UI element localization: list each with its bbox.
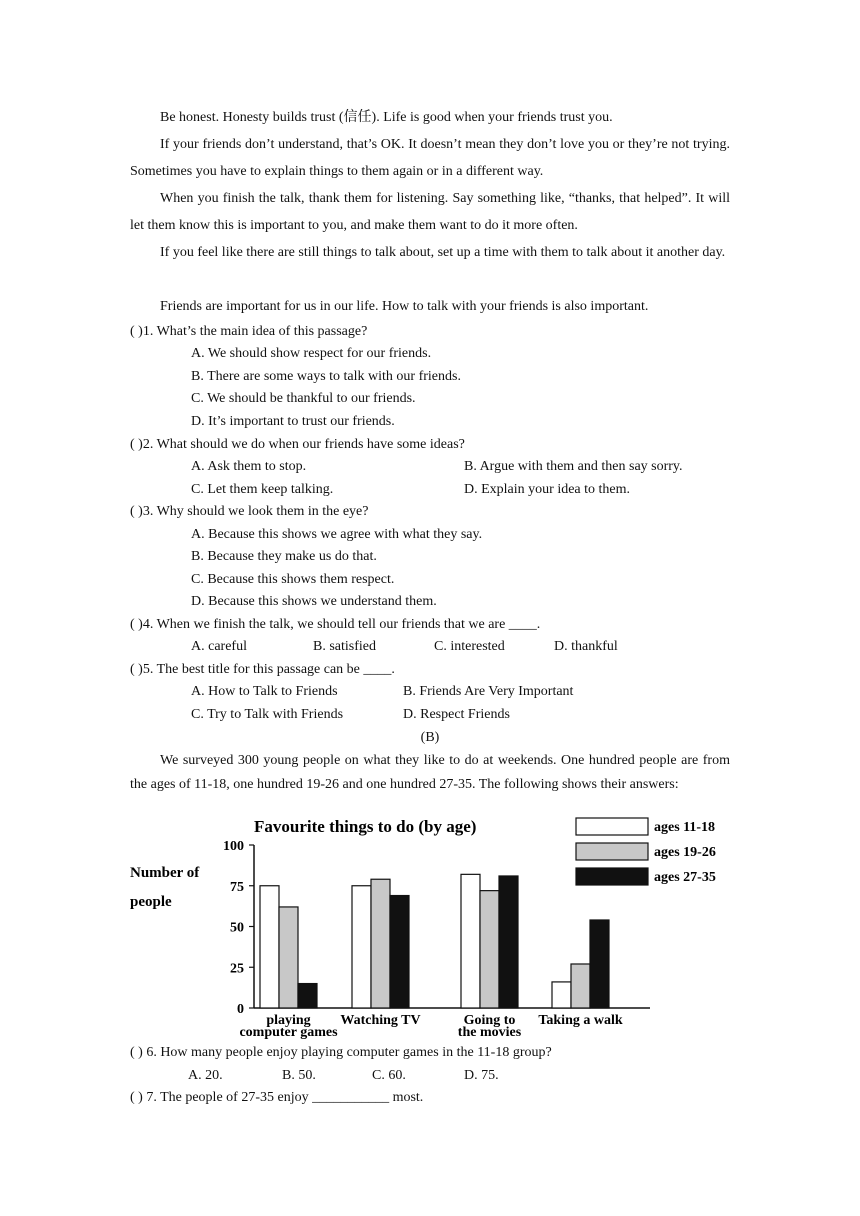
question-2-option-b[interactable]: B. Argue with them and then say sorry. (464, 459, 683, 474)
question-1-option-a[interactable]: A. We should show respect for our friends. (191, 346, 432, 361)
bar-chart (130, 812, 730, 1047)
legend-swatch-3 (576, 868, 648, 885)
paragraph-another-day: If you feel like there are still things to talk about, set up a time with them to talk about it another day. (160, 245, 726, 260)
paragraph-thank: When you finish the talk, thank them for listening. Say something like, “thanks, that helped”. It will let them know this is important to you, and make them want to do it more often. (130, 191, 730, 233)
question-5-option-c[interactable]: C. Try to Talk with Friends (191, 707, 344, 722)
question-5-option-d[interactable]: D. Respect Friends (403, 707, 510, 722)
question-1-option-d[interactable]: D. It’s important to trust our friends. (191, 414, 395, 429)
paragraph-understand: If your friends don’t understand, that’s OK. It doesn’t mean they don’t love you or they’re not trying. Sometimes you have to explain things to them again or in a different way. (130, 137, 730, 179)
chart-ylabel-line2: people (130, 894, 172, 910)
question-4-option-c[interactable]: C. interested (434, 639, 505, 654)
question-1-option-c[interactable]: C. We should be thankful to our friends. (191, 391, 416, 406)
bar-4-3 (590, 920, 609, 1008)
bar-2-3 (390, 896, 409, 1008)
question-3-option-b[interactable]: B. Because they make us do that. (191, 549, 377, 564)
question-3-option-a[interactable]: A. Because this shows we agree with what they say. (191, 527, 483, 542)
x-category-label: playing (266, 1013, 311, 1028)
question-5-option-a[interactable]: A. How to Talk to Friends (191, 684, 338, 699)
bar-1-1 (260, 886, 279, 1008)
chart-legend (576, 818, 716, 885)
bar-2-2 (371, 879, 390, 1008)
question-4-option-a[interactable]: A. careful (191, 639, 247, 654)
question-1: ( )1. What’s the main idea of this passage? (130, 324, 368, 339)
legend-label-3: ages 27-35 (654, 870, 716, 885)
bar-4-1 (552, 982, 571, 1008)
question-3-option-c[interactable]: C. Because this shows them respect. (191, 572, 395, 587)
question-4-option-d[interactable]: D. thankful (554, 639, 618, 654)
chart-bars (260, 874, 609, 1008)
question-2-option-d[interactable]: D. Explain your idea to them. (464, 482, 631, 497)
bar-3-3 (499, 876, 518, 1008)
question-5-option-b[interactable]: B. Friends Are Very Important (403, 684, 574, 699)
legend-label-1: ages 11-18 (654, 820, 716, 835)
x-category-label: Watching TV (340, 1013, 421, 1028)
question-1-option-b[interactable]: B. There are some ways to talk with our friends. (191, 369, 461, 384)
bar-3-2 (480, 891, 499, 1008)
y-tick-label: 100 (223, 839, 244, 854)
y-tick-label: 0 (237, 1002, 244, 1017)
question-6-option-b[interactable]: B. 50. (282, 1068, 316, 1083)
question-6: ( ) 6. How many people enjoy playing computer games in the 11-18 group? (130, 1045, 552, 1060)
x-category-label: computer games (239, 1025, 338, 1040)
bar-1-2 (279, 907, 298, 1008)
bar-2-1 (352, 886, 371, 1008)
bar-chart-svg (130, 812, 730, 1042)
question-4: ( )4. When we finish the talk, we should tell our friends that we are ____. (130, 617, 541, 632)
section-b-label: (B) (420, 730, 440, 745)
y-tick-label: 25 (230, 961, 244, 977)
paragraph-honesty: Be honest. Honesty builds trust (信任). Life is good when your friends trust you. (160, 110, 613, 125)
bar-3-1 (461, 874, 480, 1008)
question-5: ( )5. The best title for this passage can be ____. (130, 662, 395, 677)
question-3-option-d[interactable]: D. Because this shows we understand them. (191, 594, 437, 609)
section-b-intro: We surveyed 300 young people on what they like to do at weekends. One hundred people are from the ages of 11-18, one hundred 19-26 and one hundred 27-35. The following shows their answers: (130, 753, 730, 792)
question-2: ( )2. What should we do when our friends have some ideas? (130, 437, 465, 452)
question-6-option-c[interactable]: C. 60. (372, 1068, 406, 1083)
y-tick-label: 50 (230, 920, 244, 936)
bar-1-3 (298, 984, 317, 1008)
y-tick-label: 75 (230, 879, 244, 895)
legend-swatch-2 (576, 843, 648, 860)
question-4-option-b[interactable]: B. satisfied (313, 639, 376, 654)
chart-title: Favourite things to do (by age) (254, 817, 477, 836)
legend-label-2: ages 19-26 (654, 845, 716, 860)
bar-4-2 (571, 964, 590, 1008)
question-6-option-a[interactable]: A. 20. (188, 1068, 223, 1083)
paragraph-conclusion: Friends are important for us in our life. How to talk with your friends is also important. (160, 299, 649, 314)
chart-ylabel-line1: Number of (130, 865, 200, 881)
question-2-option-c[interactable]: C. Let them keep talking. (191, 482, 334, 497)
x-category-label: the movies (457, 1025, 522, 1040)
question-7: ( ) 7. The people of 27-35 enjoy ___________ most. (130, 1090, 424, 1105)
question-2-option-a[interactable]: A. Ask them to stop. (191, 459, 307, 474)
legend-swatch-1 (576, 818, 648, 835)
x-category-label: Taking a walk (538, 1013, 623, 1028)
question-3: ( )3. Why should we look them in the eye? (130, 504, 369, 519)
question-6-option-d[interactable]: D. 75. (464, 1068, 499, 1083)
x-category-label: Going to (463, 1013, 516, 1028)
